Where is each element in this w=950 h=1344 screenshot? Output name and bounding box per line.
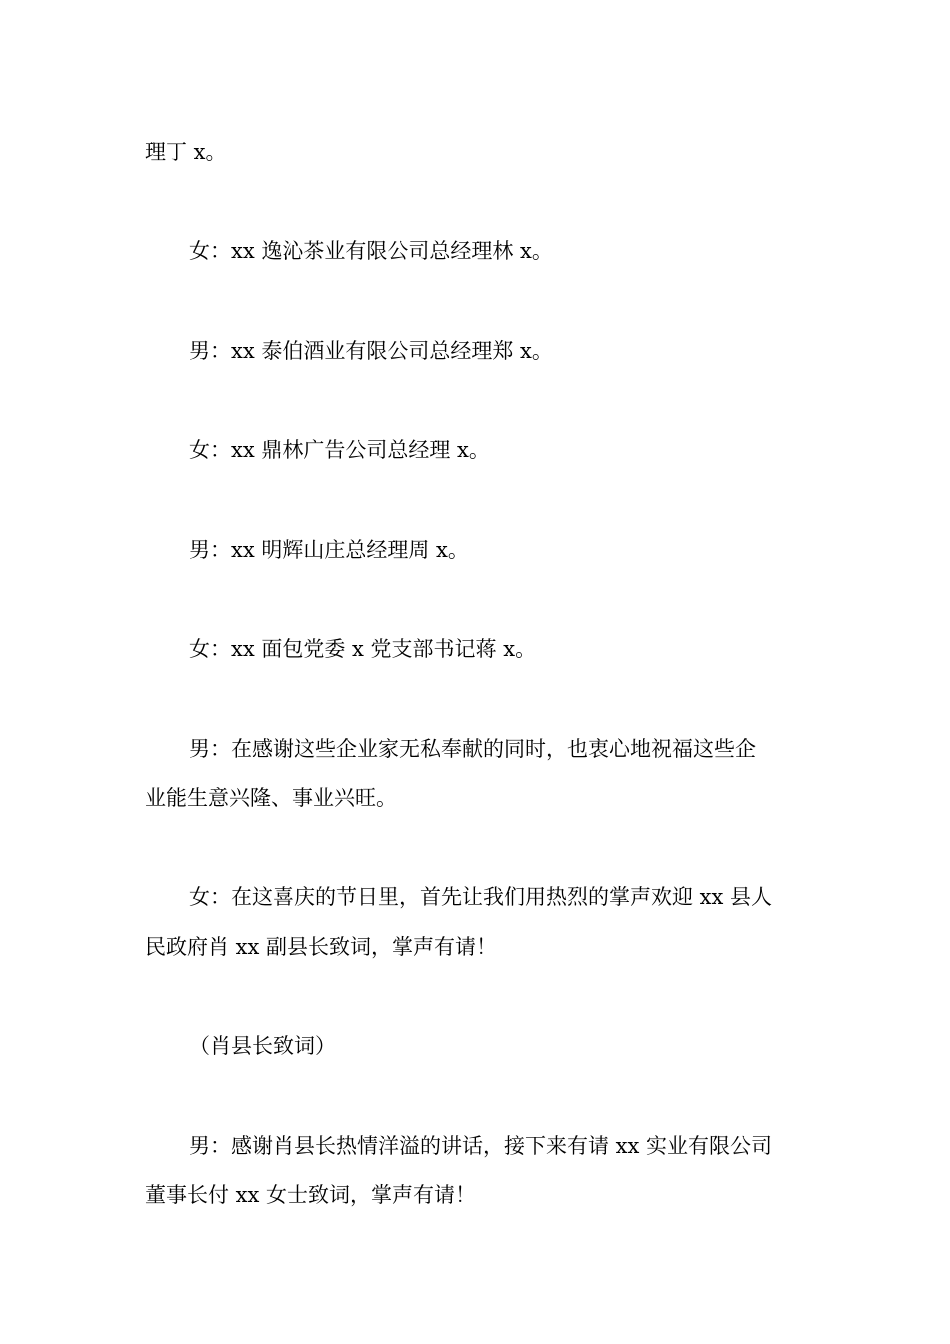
text-line: 男：xx 明辉山庄总经理周 x。 xyxy=(189,538,469,562)
text-line: 女：xx 逸沁茶业有限公司总经理林 x。 xyxy=(189,239,553,263)
text-line: 理丁 x。 xyxy=(145,140,227,164)
text-line: 董事长付 xx 女士致词，掌声有请！ xyxy=(145,1183,477,1207)
text-line: 民政府肖 xx 副县长致词，掌声有请！ xyxy=(145,935,498,959)
text-line: （肖县长致词） xyxy=(189,1034,336,1058)
text-line: 男：感谢肖县长热情洋溢的讲话，接下来有请 xx 实业有限公司 xyxy=(189,1134,773,1158)
text-line: 男：xx 泰伯酒业有限公司总经理郑 x。 xyxy=(189,339,553,363)
text-line: 女：xx 鼎林广告公司总经理 x。 xyxy=(189,438,490,462)
text-line: 男：在感谢这些企业家无私奉献的同时，也衷心地祝福这些企 xyxy=(189,737,756,761)
text-line: 业能生意兴隆、事业兴旺。 xyxy=(145,786,397,810)
text-line: 女：xx 面包党委 x 党支部书记蒋 x。 xyxy=(189,637,537,661)
text-line: 女：在这喜庆的节日里，首先让我们用热烈的掌声欢迎 xx 县人 xyxy=(189,885,773,909)
